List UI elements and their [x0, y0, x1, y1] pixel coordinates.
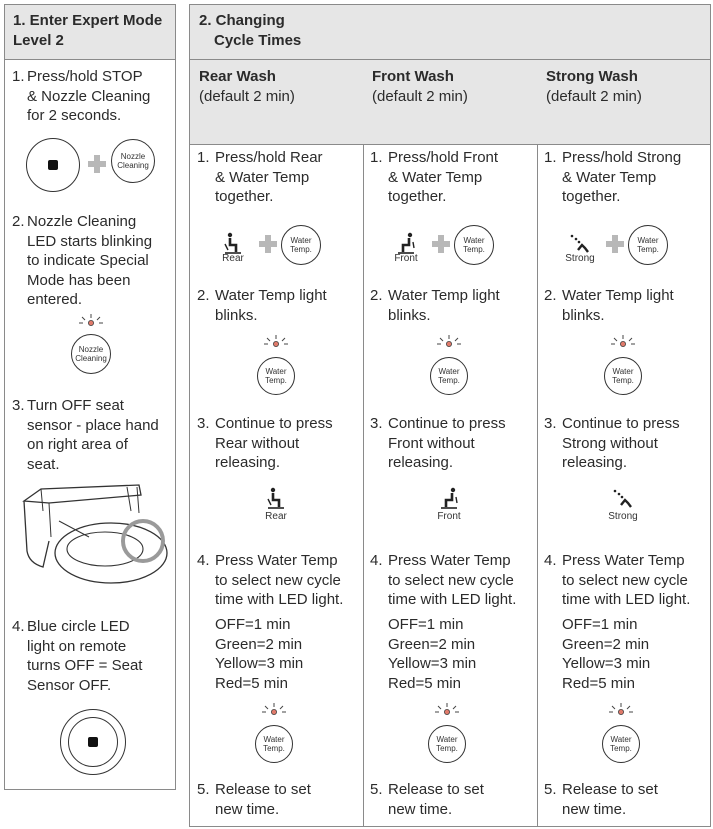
rear-water-temp-button-select-label-line1: Water — [263, 735, 285, 744]
rear-water-temp-button-select-label — [263, 735, 285, 753]
strong-step-4-text — [562, 551, 690, 610]
front-step-5-text — [388, 780, 484, 819]
front-wash-title: Front Wash — [372, 68, 454, 85]
expert-step-1-text — [27, 67, 150, 126]
front-wash-default: (default 2 min) — [372, 88, 468, 105]
strong-step-5-line: new time. — [562, 800, 627, 818]
expert-step-2-text — [27, 212, 152, 310]
column-divider — [537, 60, 538, 826]
expert-step-1-line: & Nozzle Cleaning — [27, 87, 151, 105]
strong-step-2-text — [562, 286, 674, 325]
rear-cycle-times — [215, 615, 303, 693]
strong-step-4-line: Press Water Temp — [562, 552, 685, 569]
rear-cycle-times-line: Green=2 min — [215, 635, 303, 653]
strong-wash-header — [537, 60, 710, 145]
strong-step-1 — [544, 148, 681, 207]
rear-water-temp-button-select-label-line2: Temp. — [263, 744, 285, 753]
strong-step-4 — [544, 551, 690, 610]
strong-water-temp-button-blinking — [604, 357, 642, 395]
rear-step-4-line: to select new cycle — [215, 571, 341, 589]
front-step-1-text — [388, 148, 498, 207]
expert-mode-title-line2: Level 2 — [13, 32, 64, 49]
rear-step-1-text — [215, 148, 323, 207]
strong-step-3 — [544, 414, 680, 473]
front-water-temp-button-blinking-label — [438, 367, 460, 385]
front-step-5-line: Release to set — [388, 781, 484, 798]
front-water-temp-button-label-line2: Temp. — [463, 245, 485, 254]
front-cycle-times — [388, 615, 476, 693]
expert-step-4-row — [12, 617, 142, 695]
rear-water-temp-blink-icon — [261, 334, 291, 350]
front-water-temp-button-select-label-line1: Water — [436, 735, 458, 744]
front-step-3 — [370, 414, 506, 473]
front-water-temp-button-label — [463, 236, 485, 254]
front-water-temp-button-blinking-label-line2: Temp. — [438, 376, 460, 385]
strong-step-2 — [544, 286, 674, 325]
strong-step-3-line: Strong without — [562, 434, 658, 452]
expert-step-3-row — [12, 396, 159, 474]
expert-step-1-number: 1. — [12, 68, 25, 85]
strong-cycle-times-line: OFF=1 min — [562, 616, 638, 633]
front-step-1-line: & Water Temp — [388, 168, 483, 186]
rear-cycle-times-line: Yellow=3 min — [215, 655, 304, 672]
rear-cycle-times-line: OFF=1 min — [215, 616, 291, 633]
rear-step-1-row — [197, 148, 323, 207]
strong-water-temp-button-blinking-label — [612, 367, 634, 385]
expert-step-1-line: Press/hold STOP — [27, 68, 143, 85]
front-step-5-row — [370, 780, 484, 819]
expert-step-4-line: light on remote — [27, 637, 127, 655]
expert-step-4-line: Sensor OFF. — [27, 676, 112, 694]
front-step-2-line: Water Temp light — [388, 287, 500, 304]
expert-step-2-line: Nozzle Cleaning — [27, 213, 137, 230]
front-step-1-line: together. — [388, 188, 447, 205]
blue-led-ring — [68, 717, 118, 767]
rear-step-1 — [197, 148, 323, 207]
rear-water-temp-button-blinking — [257, 357, 295, 395]
strong-step-4-number: 4. — [544, 552, 557, 569]
expert-step-2-row — [12, 212, 152, 310]
rear-water-temp-button-blinking-label-line2: Temp. — [265, 376, 287, 385]
front-water-temp-button-label-line1: Water — [463, 236, 485, 245]
strong-water-temp-button-label-line1: Water — [637, 236, 659, 245]
strong-step-2-row — [544, 286, 674, 325]
rear-step-3-line: Continue to press — [215, 415, 333, 432]
rear-step-3-number: 3. — [197, 415, 210, 432]
front-water-temp-blink-icon-2 — [432, 702, 462, 718]
rear-step-3-row — [197, 414, 333, 473]
strong-step-1-line: together. — [562, 188, 621, 205]
expert-step-3-line: seat. — [27, 455, 60, 473]
strong-water-temp-button-select — [602, 725, 640, 763]
front-step-2-line: blinks. — [388, 306, 431, 324]
front-step-3-line: Continue to press — [388, 415, 506, 432]
rear-step-2-text — [215, 286, 327, 325]
expert-step-2 — [12, 212, 152, 310]
rear-mode-icon-hold — [264, 487, 288, 511]
front-step-1-number: 1. — [370, 149, 383, 166]
strong-plus-icon — [606, 235, 624, 253]
nozzle-cleaning-button-blinking — [71, 334, 111, 374]
rear-step-3-text — [215, 414, 333, 473]
strong-step-2-line: Water Temp light — [562, 287, 674, 304]
strong-step-3-text — [562, 414, 680, 473]
front-step-4 — [370, 551, 516, 610]
expert-step-4-line: turns OFF = Seat — [27, 657, 143, 674]
front-mode-label: Front — [394, 253, 418, 264]
front-plus-icon — [432, 235, 450, 253]
strong-water-temp-button-select-label-line1: Water — [610, 735, 632, 744]
strong-step-1-text — [562, 148, 681, 207]
front-step-5-number: 5. — [370, 781, 383, 798]
rear-plus-icon — [259, 235, 277, 253]
rear-step-2-number: 2. — [197, 287, 210, 304]
front-step-4-line: Press Water Temp — [388, 552, 511, 569]
front-step-3-text — [388, 414, 506, 473]
strong-step-5 — [544, 780, 658, 819]
front-water-temp-button-blinking — [430, 357, 468, 395]
front-water-temp-button-select-label — [436, 735, 458, 753]
rear-step-1-number: 1. — [197, 149, 210, 166]
rear-wash-title: Rear Wash — [199, 68, 276, 85]
strong-cycle-times-line: Yellow=3 min — [562, 655, 651, 672]
stop-square-icon — [88, 737, 98, 747]
front-wash-header — [363, 60, 537, 145]
expert-step-3-line: Turn OFF seat — [27, 397, 124, 414]
strong-mode-icon-hold — [611, 487, 635, 511]
expert-step-1-line: for 2 seconds. — [27, 107, 122, 124]
rear-step-2-row — [197, 286, 327, 325]
rear-water-temp-button-blinking-label — [265, 367, 287, 385]
front-step-2-row — [370, 286, 500, 325]
expert-step-2-number: 2. — [12, 213, 25, 230]
rear-step-1-line: Press/hold Rear — [215, 149, 323, 166]
front-step-4-line: to select new cycle — [388, 571, 514, 589]
strong-step-4-line: to select new cycle — [562, 571, 688, 589]
expert-step-4 — [12, 617, 142, 695]
rear-wash-header — [190, 60, 363, 145]
strong-water-temp-button-select-label — [610, 735, 632, 753]
front-step-2-text — [388, 286, 500, 325]
front-water-temp-button-select — [428, 725, 466, 763]
nozzle-cleaning-button-label — [117, 152, 149, 170]
toilet-seat-illustration — [19, 481, 169, 591]
strong-step-3-row — [544, 414, 680, 473]
expert-step-3-line: on right area of — [27, 436, 128, 453]
nozzle-led-blink-icon — [76, 313, 106, 329]
front-step-5 — [370, 780, 484, 819]
strong-step-1-line: & Water Temp — [562, 168, 657, 186]
expert-step-2-line: entered. — [27, 291, 83, 308]
rear-step-4-line: time with LED light. — [215, 591, 344, 608]
front-step-1 — [370, 148, 498, 207]
front-step-3-number: 3. — [370, 415, 383, 432]
rear-step-5-row — [197, 780, 311, 819]
strong-step-5-row — [544, 780, 658, 819]
nozzle-cleaning-button-label-line2: Cleaning — [117, 161, 149, 170]
rear-step-2-line: blinks. — [215, 306, 258, 324]
front-step-2-number: 2. — [370, 287, 383, 304]
expert-step-3 — [12, 396, 159, 474]
expert-step-3-number: 3. — [12, 397, 25, 414]
strong-step-4-line: time with LED light. — [562, 591, 691, 608]
strong-water-temp-blink-icon-2 — [606, 702, 636, 718]
rear-step-1-line: together. — [215, 188, 274, 205]
expert-mode-header — [5, 5, 175, 60]
rear-water-temp-button-blinking-label-line1: Water — [265, 367, 287, 376]
rear-step-5-line: Release to set — [215, 781, 311, 798]
strong-step-3-line: Continue to press — [562, 415, 680, 432]
rear-step-3 — [197, 414, 333, 473]
column-divider — [363, 60, 364, 826]
strong-step-1-row — [544, 148, 681, 207]
expert-mode-panel — [4, 4, 176, 790]
front-step-1-line: Press/hold Front — [388, 149, 499, 166]
strong-cycle-times-line: Red=5 min — [562, 674, 635, 692]
strong-step-2-number: 2. — [544, 287, 557, 304]
front-step-4-number: 4. — [370, 552, 383, 569]
rear-step-5-text — [215, 780, 311, 819]
rear-step-2 — [197, 286, 327, 325]
rear-step-1-line: & Water Temp — [215, 168, 310, 186]
strong-mode-label-hold: Strong — [608, 511, 638, 522]
strong-step-5-text — [562, 780, 658, 819]
front-water-temp-button-blinking-label-line1: Water — [438, 367, 460, 376]
strong-wash-default: (default 2 min) — [546, 88, 642, 105]
expert-step-3-line: sensor - place hand — [27, 416, 159, 434]
front-cycle-times-line: Red=5 min — [388, 674, 461, 692]
rear-step-4-number: 4. — [197, 552, 210, 569]
rear-step-4-text — [215, 551, 343, 610]
cycle-times-panel — [189, 4, 711, 827]
rear-step-3-line: releasing. — [215, 454, 281, 471]
strong-water-temp-button-select-label-line2: Temp. — [610, 744, 632, 753]
strong-water-temp-button-label — [637, 236, 659, 254]
nozzle-cleaning-button-blinking-label-line1: Nozzle — [78, 345, 104, 354]
stop-square-icon — [48, 160, 58, 170]
rear-step-5-line: new time. — [215, 800, 280, 818]
expert-step-4-text — [27, 617, 142, 695]
rear-mode-label: Rear — [222, 253, 244, 264]
strong-step-2-line: blinks. — [562, 306, 605, 324]
strong-step-3-line: releasing. — [562, 454, 628, 471]
expert-mode-title-line1: 1. Enter Expert Mode — [13, 12, 163, 29]
rear-step-3-line: Rear without — [215, 434, 300, 452]
front-cycle-times-line: Green=2 min — [388, 635, 476, 653]
expert-step-4-number: 4. — [12, 618, 25, 635]
strong-step-5-line: Release to set — [562, 781, 658, 798]
expert-step-4-line: Blue circle LED — [27, 618, 130, 635]
strong-mode-label: Strong — [565, 253, 595, 264]
front-water-temp-button-select-label-line2: Temp. — [436, 744, 458, 753]
rear-water-temp-blink-icon-2 — [259, 702, 289, 718]
front-step-3-row — [370, 414, 506, 473]
nozzle-cleaning-button-label-line1: Nozzle — [120, 152, 146, 161]
cycle-times-title-line2: Cycle Times — [214, 32, 302, 49]
rear-step-2-line: Water Temp light — [215, 287, 327, 304]
rear-mode-label-hold: Rear — [265, 511, 287, 522]
front-mode-icon-hold — [437, 487, 461, 511]
front-water-temp-button — [454, 225, 494, 265]
strong-wash-title: Strong Wash — [546, 68, 638, 85]
front-water-temp-blink-icon — [434, 334, 464, 350]
rear-wash-default: (default 2 min) — [199, 88, 295, 105]
rear-water-temp-button-label-line1: Water — [290, 236, 312, 245]
plus-icon — [88, 155, 106, 173]
strong-water-temp-button-label-line2: Temp. — [637, 245, 659, 254]
strong-cycle-times-line: Green=2 min — [562, 635, 650, 653]
front-mode-label-hold: Front — [437, 511, 461, 522]
expert-step-3-text — [27, 396, 159, 474]
rear-water-temp-button-label — [290, 236, 312, 254]
rear-water-temp-button-select — [255, 725, 293, 763]
rear-step-4 — [197, 551, 343, 610]
front-step-2 — [370, 286, 500, 325]
expert-step-1 — [12, 67, 150, 126]
expert-step-2-line: Mode has been — [27, 271, 131, 289]
nozzle-cleaning-button-blinking-label-line2: Cleaning — [75, 354, 107, 363]
front-step-1-row — [370, 148, 498, 207]
rear-step-5 — [197, 780, 311, 819]
front-cycle-times-line: OFF=1 min — [388, 616, 464, 633]
strong-step-4-row — [544, 551, 690, 610]
front-step-3-line: Front without — [388, 434, 475, 452]
nozzle-cleaning-button — [111, 139, 155, 183]
strong-step-5-number: 5. — [544, 781, 557, 798]
rear-water-temp-button-label-line2: Temp. — [290, 245, 312, 254]
strong-water-temp-blink-icon — [608, 334, 638, 350]
rear-step-4-row — [197, 551, 343, 610]
front-step-3-line: releasing. — [388, 454, 454, 471]
rear-cycle-times-line: Red=5 min — [215, 674, 288, 692]
expert-step-1-row — [12, 67, 150, 126]
strong-step-1-number: 1. — [544, 149, 557, 166]
cycle-times-header — [190, 5, 710, 60]
strong-step-1-line: Press/hold Strong — [562, 149, 682, 166]
rear-water-temp-button — [281, 225, 321, 265]
rear-step-4-line: Press Water Temp — [215, 552, 338, 569]
front-step-4-row — [370, 551, 516, 610]
cycle-times-title-line1: 2. Changing — [199, 12, 285, 29]
strong-water-temp-button — [628, 225, 668, 265]
front-step-5-line: new time. — [388, 800, 453, 818]
front-cycle-times-line: Yellow=3 min — [388, 655, 477, 672]
strong-water-temp-button-blinking-label-line1: Water — [612, 367, 634, 376]
expert-step-2-line: LED starts blinking — [27, 232, 153, 250]
front-step-4-line: time with LED light. — [388, 591, 517, 608]
strong-water-temp-button-blinking-label-line2: Temp. — [612, 376, 634, 385]
strong-step-3-number: 3. — [544, 415, 557, 432]
strong-cycle-times — [562, 615, 650, 693]
stop-button — [26, 138, 80, 192]
expert-step-2-line: to indicate Special — [27, 252, 149, 269]
front-step-4-text — [388, 551, 516, 610]
nozzle-cleaning-button-blinking-label — [75, 345, 107, 363]
rear-step-5-number: 5. — [197, 781, 210, 798]
